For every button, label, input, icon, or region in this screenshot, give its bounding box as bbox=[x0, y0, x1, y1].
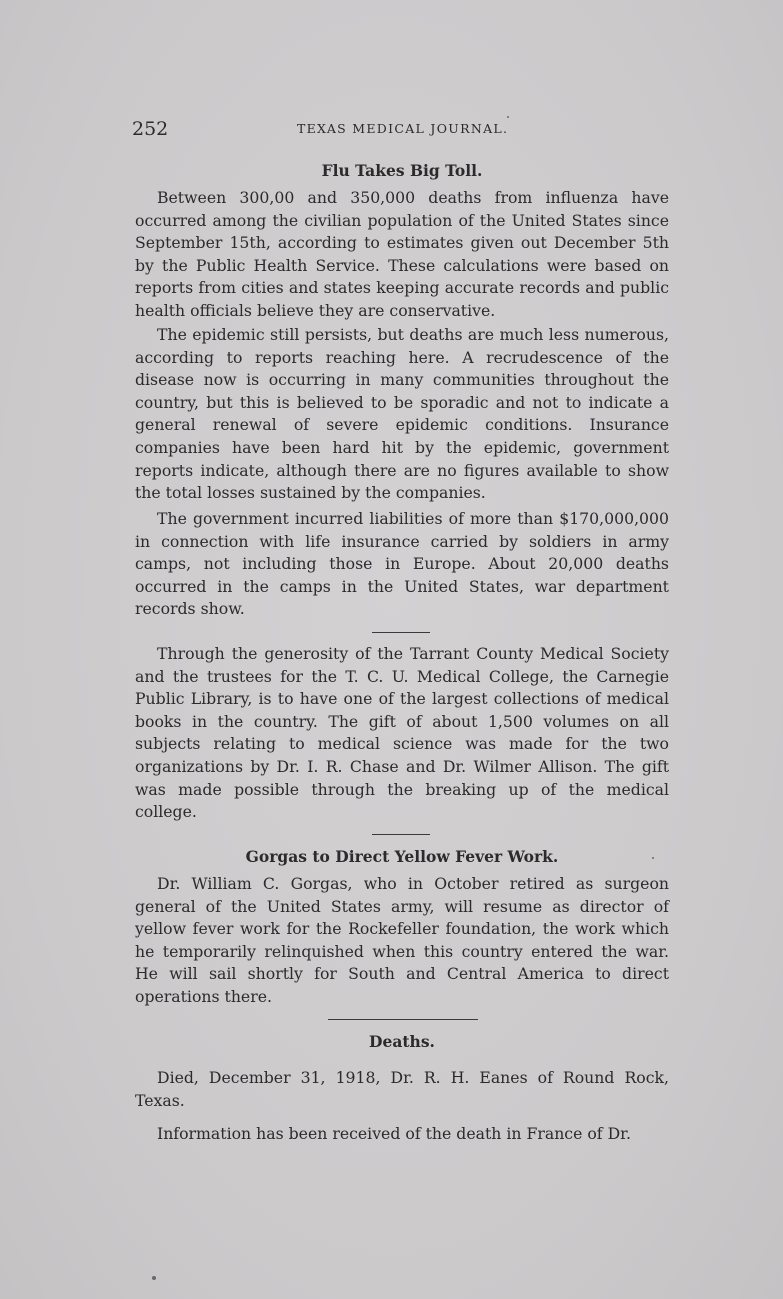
section-divider bbox=[372, 632, 430, 633]
paragraph: Between 300,00 and 350,000 deaths from influenza have occurred among the civilian population of the United States since September 15th, according to estimates given out December 5th by the Public Health Service. These calculations were based on reports from cities and states keeping accurate records and public health officials believe they are conservative. bbox=[135, 188, 669, 320]
article-body bbox=[135, 873, 669, 1009]
page-header bbox=[132, 118, 668, 142]
paper-speck bbox=[152, 1276, 156, 1280]
article-gorgas bbox=[135, 846, 669, 868]
article-body bbox=[135, 324, 669, 505]
deaths-body bbox=[135, 1067, 669, 1112]
paragraph: Through the generosity of the Tarrant County Medical Society and the trustees for the T. C. U. Medical College, the Carnegie Public Library, is to have one of the largest collections of medical books in the country. The gift of about 1,500 volumes on all subjects relating to medical science was made for the two organizations by Dr. I. R. Chase and Dr. Wilmer Allison. The gift was made possible through the breaking up of the medical college. bbox=[135, 644, 669, 822]
paragraph: The epidemic still persists, but deaths are much less numerous, according to reports reaching here. A recrudescence of the disease now is occurring in many communities throughout the country, but this is believed to be sporadic and not to indicate a general renewal of severe epidemic conditions. Insurance companies have been hard hit by the epidemic, government reports indicate, although there are no figures available to show the total losses sustained by the companies. bbox=[135, 325, 669, 503]
section-title: Deaths. bbox=[369, 1032, 435, 1051]
article-flu-takes-big-toll bbox=[135, 160, 669, 182]
article-body bbox=[135, 187, 669, 323]
paragraph: The government incurred liabilities of more than $170,000,000 in connection with life insurance carried by soldiers in army camps, not including those in Europe. About 20,000 deaths occurred in the camps in the United States, war department records show. bbox=[135, 509, 669, 619]
paragraph: Died, December 31, 1918, Dr. R. H. Eanes of Round Rock, Texas. bbox=[135, 1068, 669, 1110]
article-library-gift bbox=[135, 643, 669, 824]
paragraph: Dr. William C. Gorgas, who in October retired as surgeon general of the United States army, will resume as director of yellow fever work for the Rockefeller foundation, the work which he temporarily relinquished when this country entered the war. He will sail shortly for South and Central America to direct operations there. bbox=[135, 874, 669, 1006]
section-divider bbox=[372, 834, 430, 835]
paper-speck bbox=[507, 116, 509, 118]
article-title: Gorgas to Direct Yellow Fever Work. bbox=[245, 847, 559, 866]
paper-speck bbox=[652, 857, 654, 859]
deaths-body bbox=[135, 1123, 669, 1146]
journal-running-head: TEXAS MEDICAL JOURNAL. bbox=[297, 121, 509, 136]
deaths-section bbox=[135, 1031, 669, 1053]
page-number: 252 bbox=[132, 118, 169, 140]
article-title: Flu Takes Big Toll. bbox=[321, 161, 483, 180]
article-body bbox=[135, 508, 669, 621]
paragraph: Information has been received of the death in France of Dr. bbox=[157, 1124, 631, 1143]
section-divider bbox=[328, 1019, 478, 1020]
